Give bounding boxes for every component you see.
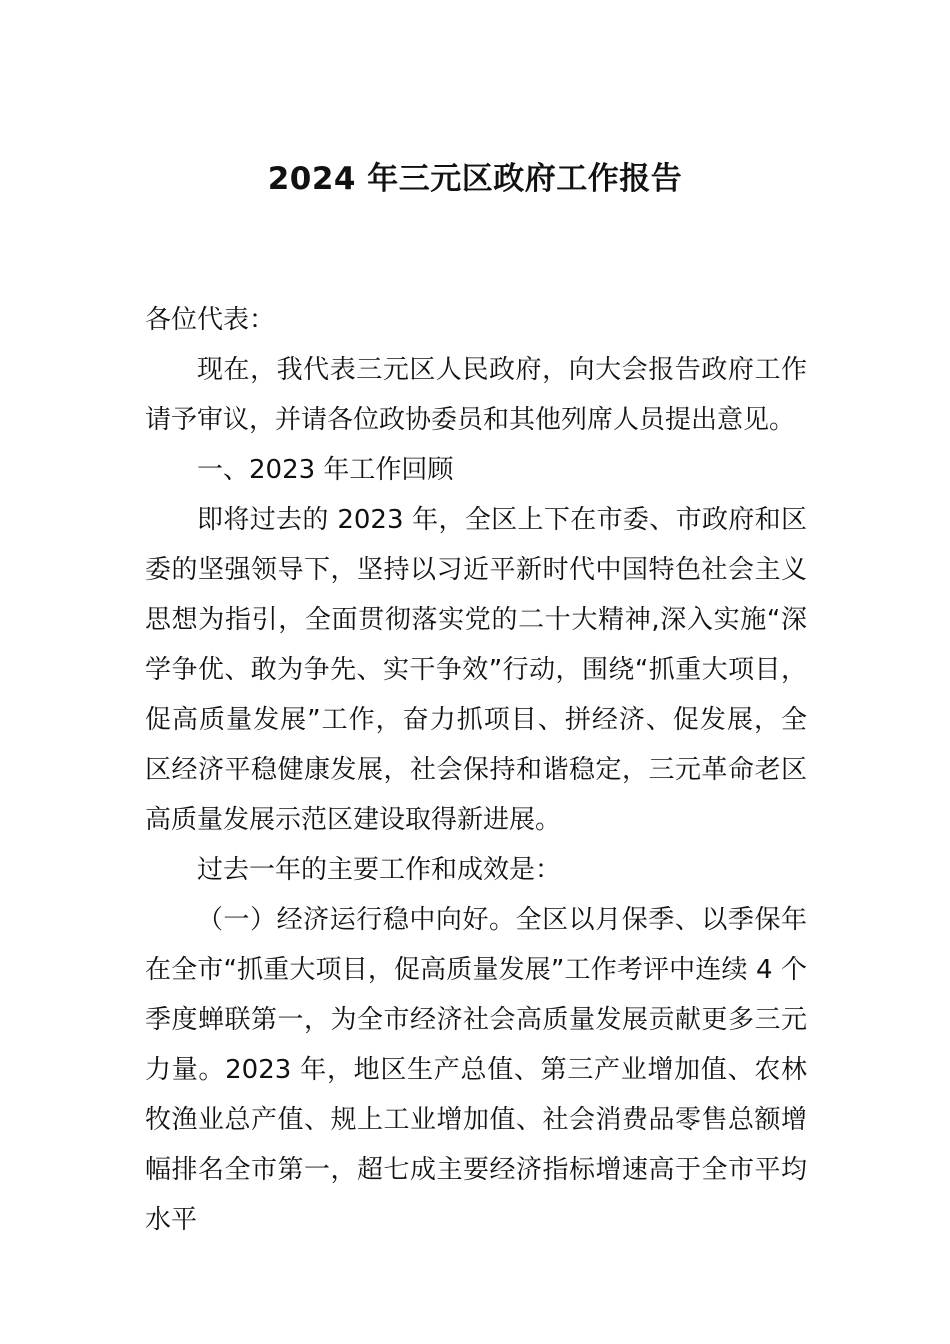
paragraph-intro: 现在，我代表三元区人民政府，向大会报告政府工作请予审议，并请各位政协委员和其他列席人员提出意见。: [145, 355, 807, 435]
paragraph-economy: （一）经济运行稳中向好。全区以月保季、以季保年在全市“抓重大项目，促高质量发展”工作考评中连续 4 个季度蝉联第一，为全市经济社会高质量发展贡献更多三元力量。2023 年，地区生产总值、第三产业增加值、农林牧渔业总产值、规上工业增加值、社会消费品零售总额增幅排名全市第一，超七成主要经济指标增速高于全市平均水平: [145, 905, 807, 1235]
paragraph-achievements-intro: 过去一年的主要工作和成效是：: [197, 855, 562, 885]
document-title: 2024 年三元区政府工作报告: [267, 161, 683, 197]
section-heading: 一、2023 年工作回顾: [197, 455, 454, 485]
salutation: 各位代表：: [145, 305, 276, 335]
document-body: [145, 295, 807, 1245]
paragraph-review: 即将过去的 2023 年，全区上下在市委、市政府和区委的坚强领导下，坚持以习近平新时代中国特色社会主义思想为指引，全面贯彻落实党的二十大精神,深入实施“深学争优、敢为争先、实干争效”行动，围绕“抓重大项目，促高质量发展”工作，奋力抓项目、拼经济、促发展，全区经济平稳健康发展，社会保持和谐稳定，三元革命老区高质量发展示范区建设取得新进展。: [145, 505, 807, 835]
